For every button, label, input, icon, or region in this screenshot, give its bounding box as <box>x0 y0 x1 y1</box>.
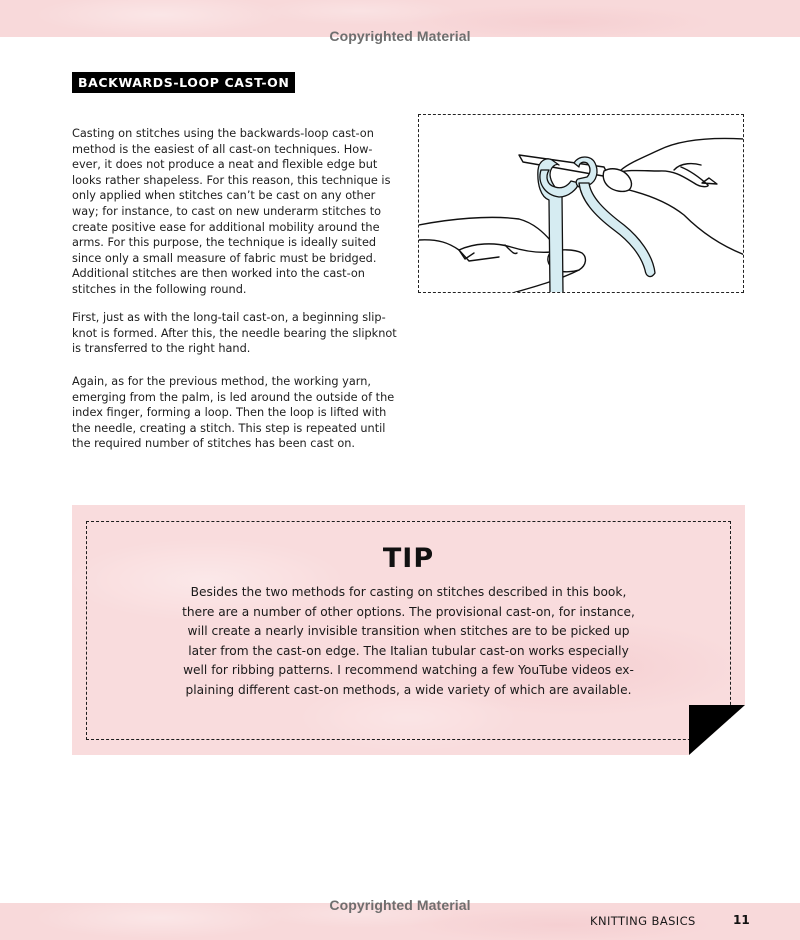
knitting-illustration <box>418 114 744 293</box>
hands-knitting-icon <box>419 115 744 293</box>
page-number: 11 <box>733 913 750 927</box>
text-line: create positive ease for additional mobility around the <box>72 220 380 234</box>
tip-line: well for ribbing patterns. I recommend watching a few YouTube videos ex- <box>183 663 634 678</box>
text-line: looks rather shapeless. For this reason, this technique is <box>72 173 391 187</box>
tip-line: will create a nearly invisible transition when stitches are to be picked up <box>187 624 630 639</box>
copyright-watermark-bottom: Copyrighted Material <box>329 897 471 913</box>
text-line: is transferred to the right hand. <box>72 342 251 356</box>
text-line: the required number of stitches has been cast on. <box>72 437 355 451</box>
tip-line: there are a number of other options. The provisional cast-on, for instance, <box>182 604 635 619</box>
tip-title: TIP <box>382 543 435 574</box>
paragraph-slipknot <box>72 310 402 357</box>
copyright-watermark-top: Copyrighted Material <box>329 28 471 44</box>
text-line: method is the easiest of all cast-on techniques. How- <box>72 142 373 156</box>
text-line: knot is formed. After this, the needle bearing the slipknot <box>72 326 397 340</box>
tip-line: Besides the two methods for casting on stitches described in this book, <box>190 585 627 599</box>
text-line: Additional stitches are then worked into the cast-on <box>72 267 365 281</box>
tip-line: later from the cast-on edge. The Italian tubular cast-on works especially <box>188 643 629 658</box>
left-hand-shape <box>419 217 551 241</box>
text-line: only applied when stitches can’t be cast on any other <box>72 189 376 203</box>
tip-line: plaining different cast-on methods, a wide variety of which are available. <box>185 682 632 697</box>
folded-corner-icon <box>689 705 745 755</box>
text-line: since only a small measure of fabric must be bridged. <box>72 251 377 265</box>
paragraph-intro <box>72 126 402 298</box>
text-line: stitches in the following round. <box>72 282 247 296</box>
text-line: Casting on stitches using the backwards-loop cast-on <box>72 127 374 140</box>
text-line: arms. For this purpose, the technique is ideally suited <box>72 236 377 250</box>
paragraph-loop <box>72 374 402 452</box>
yarn-strand-right <box>579 183 655 277</box>
tip-text <box>72 583 745 701</box>
text-line: Again, as for the previous method, the working yarn, <box>72 375 371 388</box>
text-line: First, just as with the long-tail cast-on, a beginning slip- <box>72 311 386 324</box>
section-heading: BACKWARDS-LOOP CAST-ON <box>72 72 295 93</box>
tip-box <box>72 505 745 755</box>
text-line: ever, it does not produce a neat and flexible edge but <box>72 158 378 172</box>
running-footer-title: KNITTING BASICS <box>590 914 696 928</box>
text-line: way; for instance, to cast on new underarm stitches to <box>72 204 382 218</box>
text-line: the needle, creating a stitch. This step is repeated until <box>72 421 386 435</box>
text-line: emerging from the palm, is led around the outside of the <box>72 390 395 404</box>
text-line: index finger, forming a loop. Then the loop is lifted with <box>72 406 387 420</box>
